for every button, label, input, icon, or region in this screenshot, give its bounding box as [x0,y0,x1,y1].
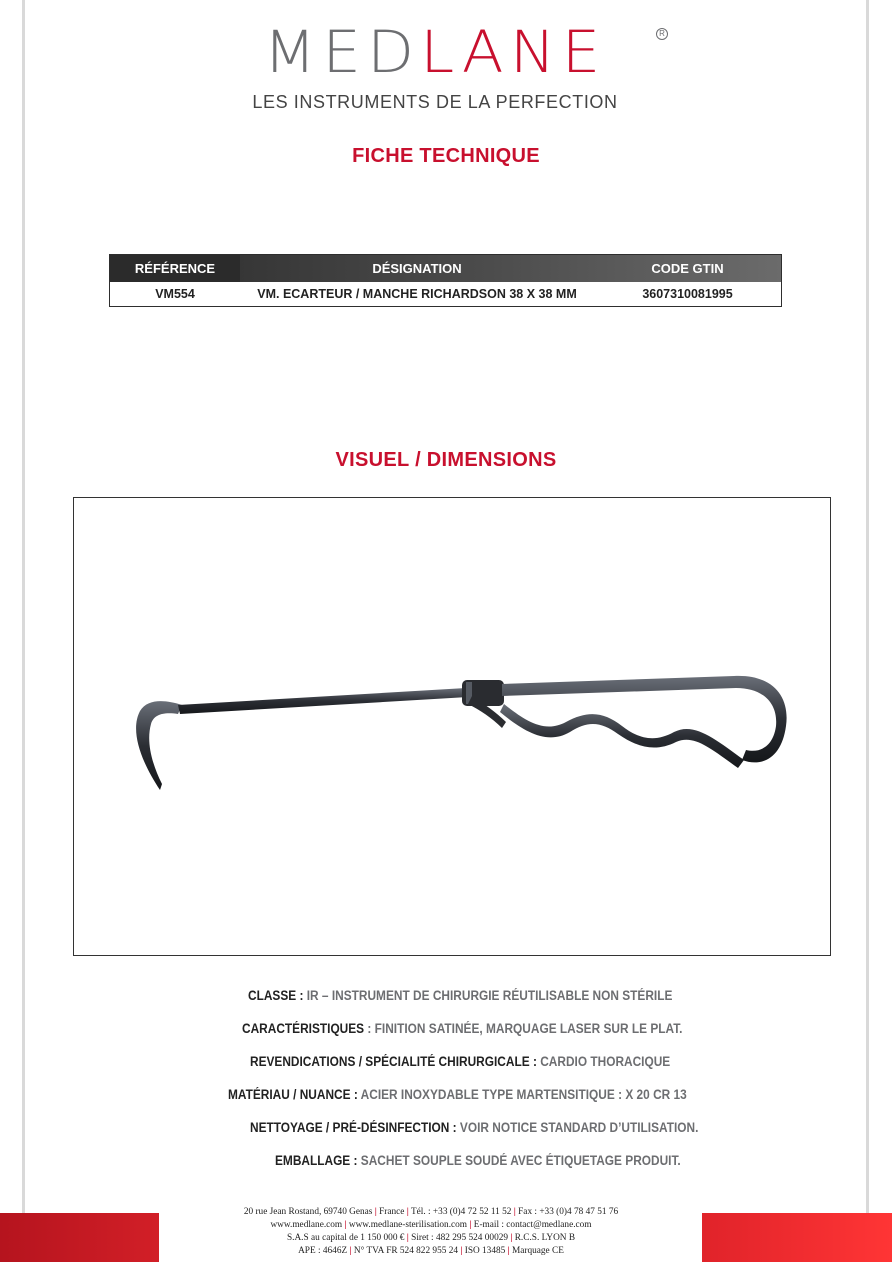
footer-rcs: R.C.S. LYON B [514,1233,576,1243]
footer-email-link[interactable]: E-mail : contact@medlane.com [473,1220,592,1230]
footer-red-bar-left [0,1213,159,1262]
footer-separator: | [460,1246,463,1256]
footer-separator: | [507,1246,510,1256]
footer-iso: ISO 13485 [464,1246,506,1256]
spec-value: IR – INSTRUMENT DE CHIRURGIE RÉUTILISABLE NON STÉRILE [303,988,673,1003]
spec-label: CARACTÉRISTIQUES [242,1021,365,1036]
spec-label: REVENDICATIONS / SPÉCIALITÉ CHIRURGICALE : [250,1054,537,1069]
header-gtin: CODE GTIN [651,261,724,276]
footer-ce-marking: Marquage CE [511,1246,564,1256]
footer-separator: | [406,1207,409,1217]
spec-nettoyage [250,1120,698,1135]
spec-emballage [275,1153,681,1168]
header-reference: RÉFÉRENCE [110,255,240,282]
cell-designation: VM. ECARTEUR / MANCHE RICHARDSON 38 X 38 MM [257,287,577,301]
footer-sterilisation-link[interactable]: www.medlane-sterilisation.com [348,1220,468,1230]
footer-phone: Tél. : +33 (0)4 72 52 11 52 [410,1207,512,1217]
spec-label: MATÉRIAU / NUANCE : [228,1087,358,1102]
spec-revendications [250,1054,670,1069]
reference-table [109,254,782,307]
footer-separator: | [344,1220,347,1230]
footer-separator: | [469,1220,472,1230]
footer-separator: | [513,1207,516,1217]
footer-ape: APE : 4646Z [298,1246,348,1256]
fiche-technique-title: FICHE TECHNIQUE [352,145,540,167]
footer-fax: Fax : +33 (0)4 78 47 51 76 [518,1207,619,1217]
cell-reference: VM554 [155,287,195,301]
footer-red-bar-right [702,1213,892,1262]
richardson-retractor-image [74,498,830,955]
table-header-row [110,255,781,282]
product-image-frame [73,497,831,956]
spec-value: ACIER INOXYDABLE TYPE MARTENSITIQUE : X 20 CR 13 [357,1087,687,1102]
header-designation: DÉSIGNATION [372,261,462,276]
footer-website-link[interactable]: www.medlane.com [270,1220,343,1230]
spec-value: CARDIO THORACIQUE [536,1054,671,1069]
spec-caracteristiques [242,1021,682,1036]
spec-value: : FINITION SATINÉE, MARQUAGE LASER SUR LE PLAT. [364,1021,683,1036]
spec-value: VOIR NOTICE STANDARD D’UTILISATION. [456,1120,699,1135]
page-border-left [22,0,25,1262]
footer-separator: | [406,1233,409,1243]
footer-separator: | [374,1207,377,1217]
footer-line-web [160,1219,702,1232]
registered-trademark-icon: R [656,28,668,40]
logo-tagline: LES INSTRUMENTS DE LA PERFECTION [252,92,618,112]
spec-materiau [228,1087,687,1102]
cell-gtin: 3607310081995 [642,287,733,301]
footer-address: 20 rue Jean Rostand, 69740 Genas [243,1207,373,1217]
footer-line-address [160,1206,702,1219]
spec-label: NETTOYAGE / PRÉ-DÉSINFECTION : [250,1120,457,1135]
footer-separator: | [510,1233,513,1243]
logo-wordmark-red: LANE [420,18,607,86]
footer-country: France [379,1207,405,1217]
spec-label: CLASSE : [248,988,304,1003]
footer-separator: | [349,1246,352,1256]
page-border-right [866,0,869,1262]
footer-line-legal [160,1232,702,1245]
spec-value: SACHET SOUPLE SOUDÉ AVEC ÉTIQUETAGE PRODUIT. [357,1153,681,1168]
footer-line-certs [160,1245,702,1258]
spec-classe [248,988,672,1003]
table-row [110,282,781,306]
visuel-dimensions-title: VISUEL / DIMENSIONS [335,449,557,471]
company-footer [160,1206,702,1258]
footer-tva: N° TVA FR 524 822 955 24 [353,1246,458,1256]
spec-label: EMBALLAGE : [275,1153,358,1168]
logo-wordmark [209,18,661,86]
footer-siret: Siret : 482 295 524 00029 [411,1233,509,1243]
medlane-logo [220,18,672,114]
logo-wordmark-grey: MED [263,18,421,86]
footer-capital: S.A.S au capital de 1 150 000 € [286,1233,405,1243]
